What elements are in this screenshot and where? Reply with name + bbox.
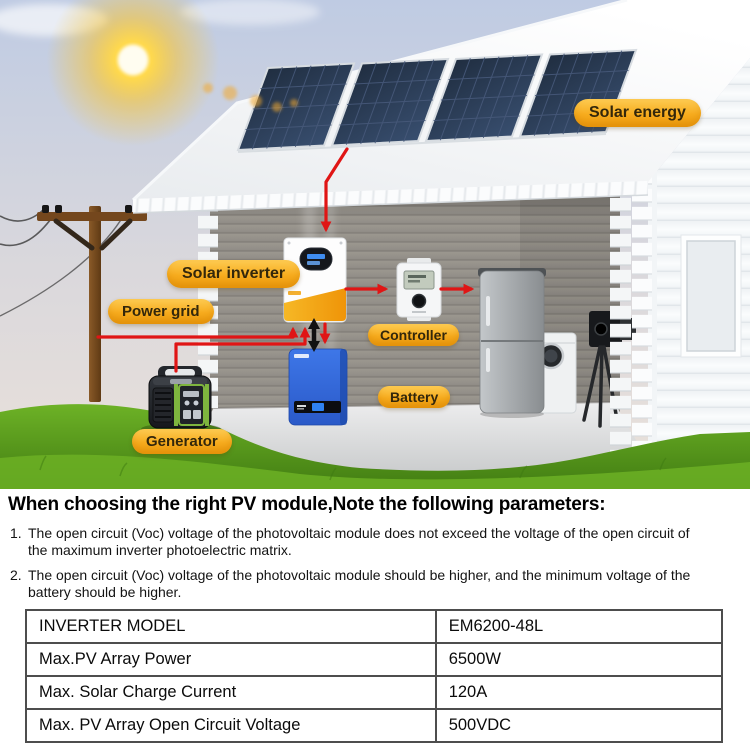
- spec-table: [25, 609, 723, 743]
- label-controller: Controller: [368, 324, 459, 346]
- note-number: 2.: [10, 566, 22, 583]
- note-item: [10, 525, 742, 559]
- log-corner-right-2: [632, 177, 652, 473]
- note-text: The open circuit (Voc) voltage of the photovoltaic module does not exceed the voltage of the open circuit of the maximum inverter photoelectric matrix.: [28, 525, 690, 559]
- spec-param-cell: Max.PV Array Power: [26, 643, 436, 676]
- table-row: [26, 709, 722, 742]
- spec-value-cell: 120A: [436, 676, 722, 709]
- label-solar-energy: Solar energy: [574, 99, 701, 127]
- controller-device: [397, 258, 441, 321]
- note-text: The open circuit (Voc) voltage of the photovoltaic module should be higher, and the minimum voltage of the battery should be higher.: [28, 566, 691, 600]
- note-number: 1.: [10, 525, 22, 542]
- label-power-grid: Power grid: [108, 299, 214, 324]
- spec-value-cell: EM6200-48L: [436, 610, 722, 643]
- table-row: [26, 643, 722, 676]
- refrigerator: [478, 268, 546, 418]
- label-solar-inverter: Solar inverter: [167, 260, 300, 288]
- section-heading: When choosing the right PV module,Note the following parameters:: [8, 494, 606, 515]
- spec-param-cell: Max. PV Array Open Circuit Voltage: [26, 709, 436, 742]
- parameters-section: [0, 489, 750, 750]
- spec-param-cell: INVERTER MODEL: [26, 610, 436, 643]
- notes-list: [10, 525, 742, 600]
- spec-value-cell: 6500W: [436, 643, 722, 676]
- window: [681, 235, 741, 357]
- label-generator: Generator: [132, 429, 232, 454]
- controller-knob: [413, 295, 426, 308]
- spec-value-cell: 500VDC: [436, 709, 722, 742]
- table-row: [26, 676, 722, 709]
- note-item: [10, 567, 742, 601]
- table-row: [26, 610, 722, 643]
- log-corner-right: [610, 184, 631, 472]
- battery-device: [289, 349, 347, 425]
- label-battery: Battery: [378, 386, 450, 408]
- spec-param-cell: Max. Solar Charge Current: [26, 676, 436, 709]
